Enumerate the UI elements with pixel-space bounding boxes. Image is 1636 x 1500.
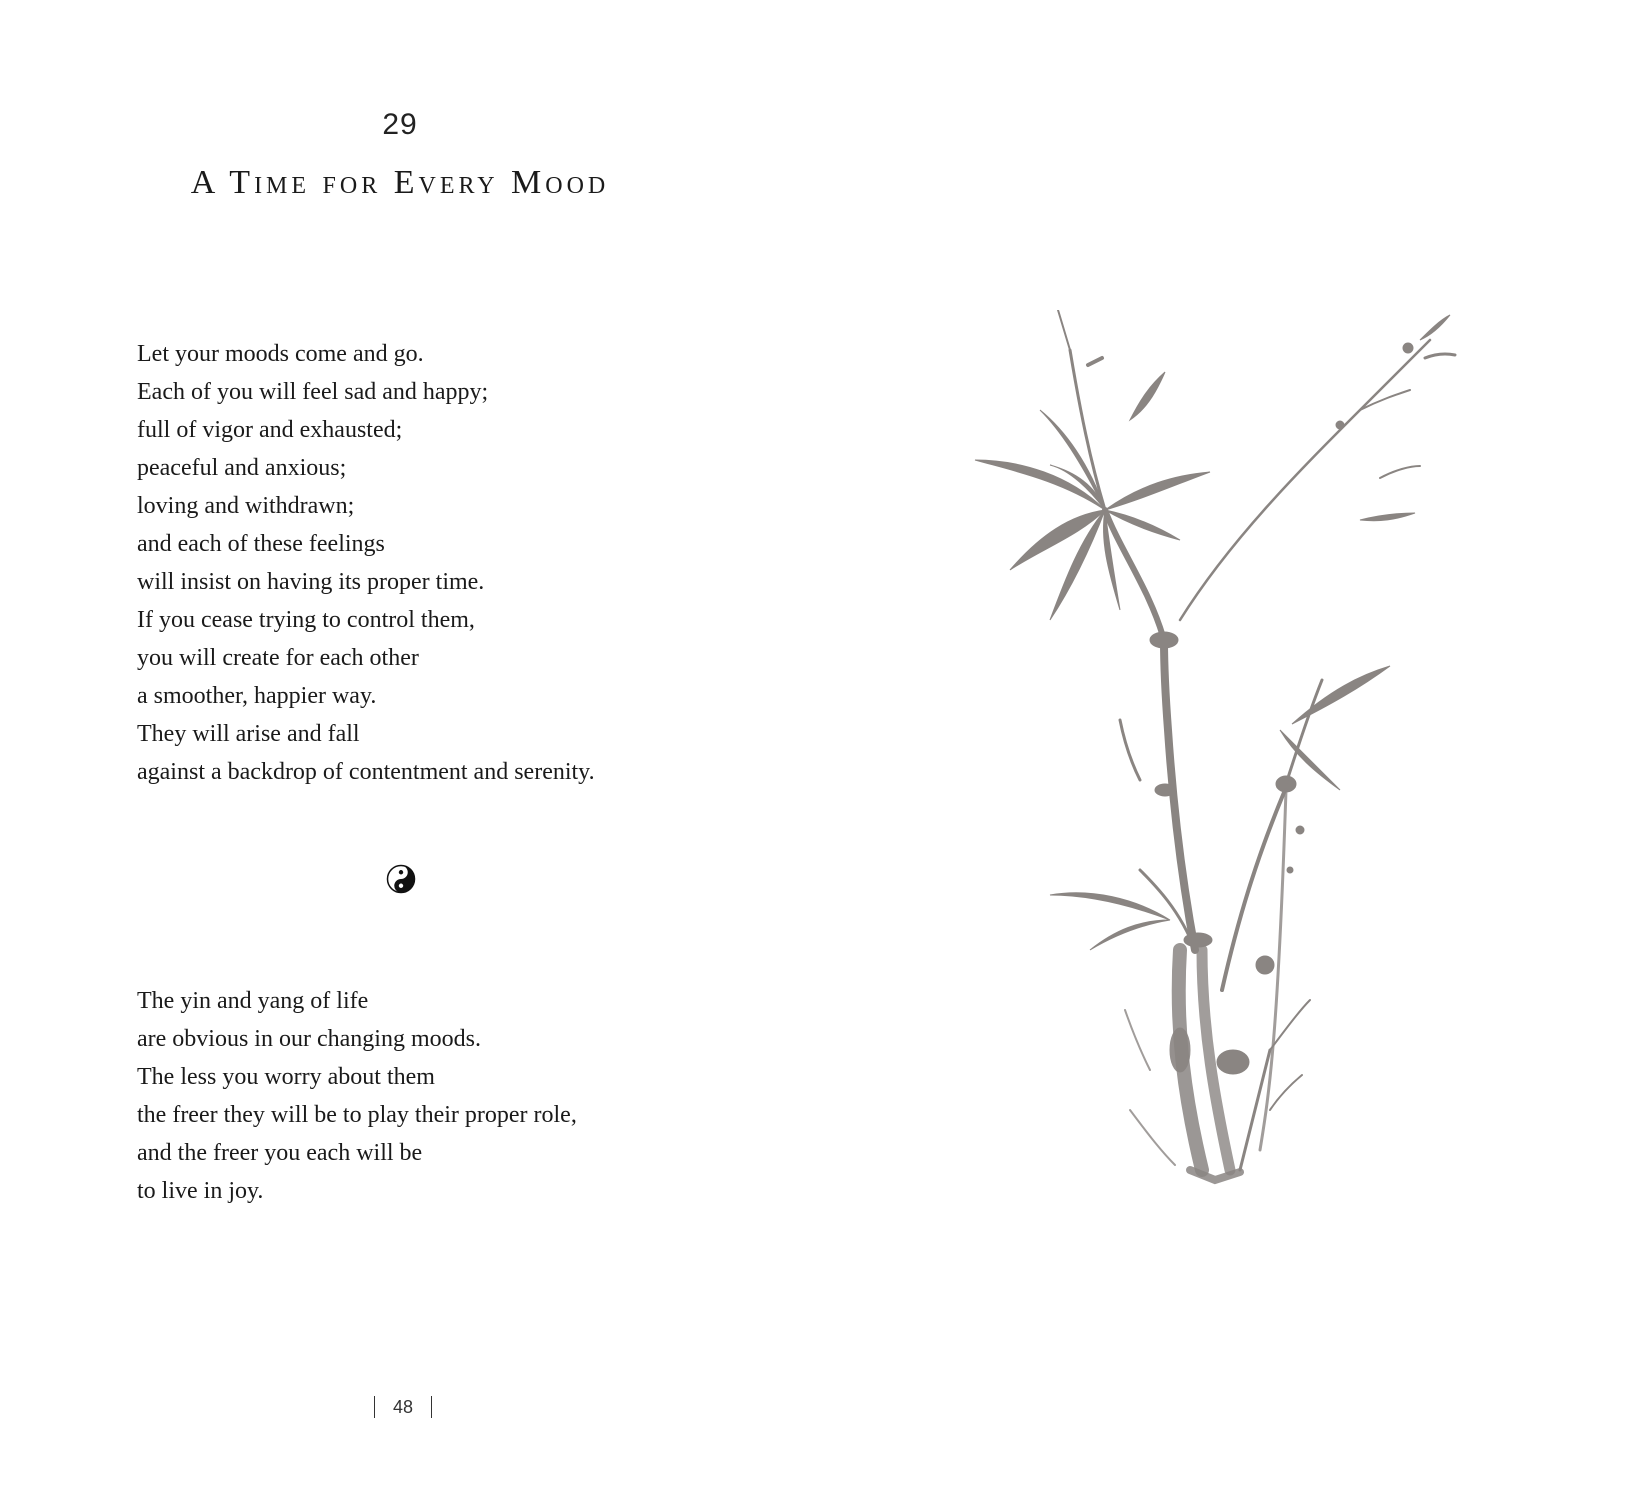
poem-line: full of vigor and exhausted; — [137, 417, 403, 443]
poem-line: If you cease trying to control them, — [137, 607, 475, 633]
poem-line: The yin and yang of life — [137, 988, 369, 1014]
folio-rule — [431, 1396, 432, 1418]
poem-stanza-1 — [137, 335, 595, 791]
poem-line: loving and withdrawn; — [137, 493, 355, 519]
poem-line: and each of these feelings — [137, 531, 385, 557]
poem-line: a smoother, happier way. — [137, 683, 377, 709]
poem-line: against a backdrop of contentment and serenity. — [137, 759, 595, 785]
page-number — [356, 1396, 446, 1418]
yin-yang-icon — [386, 864, 416, 894]
poem-line: The less you worry about them — [137, 1064, 435, 1090]
poem-line: Let your moods come and go. — [137, 341, 424, 367]
bamboo-illustration — [940, 310, 1500, 1230]
folio-rule — [374, 1396, 375, 1418]
poem-line: They will arise and fall — [137, 721, 360, 747]
poem-line: will insist on having its proper time. — [137, 569, 485, 595]
poem-line: you will create for each other — [137, 645, 419, 671]
chapter-number: 29 — [382, 108, 418, 141]
page-number-text: 48 — [393, 1396, 414, 1417]
poem-line: Each of you will feel sad and happy; — [137, 379, 489, 405]
poem-line: to live in joy. — [137, 1178, 264, 1204]
poem-line: the freer they will be to play their proper role, — [137, 1102, 577, 1128]
poem-line: and the freer you each will be — [137, 1140, 423, 1166]
poem-line: peaceful and anxious; — [137, 455, 347, 481]
chapter-title: A Time for Every Mood — [190, 164, 610, 201]
poem-line: are obvious in our changing moods. — [137, 1026, 481, 1052]
poem-stanza-2 — [137, 982, 577, 1210]
